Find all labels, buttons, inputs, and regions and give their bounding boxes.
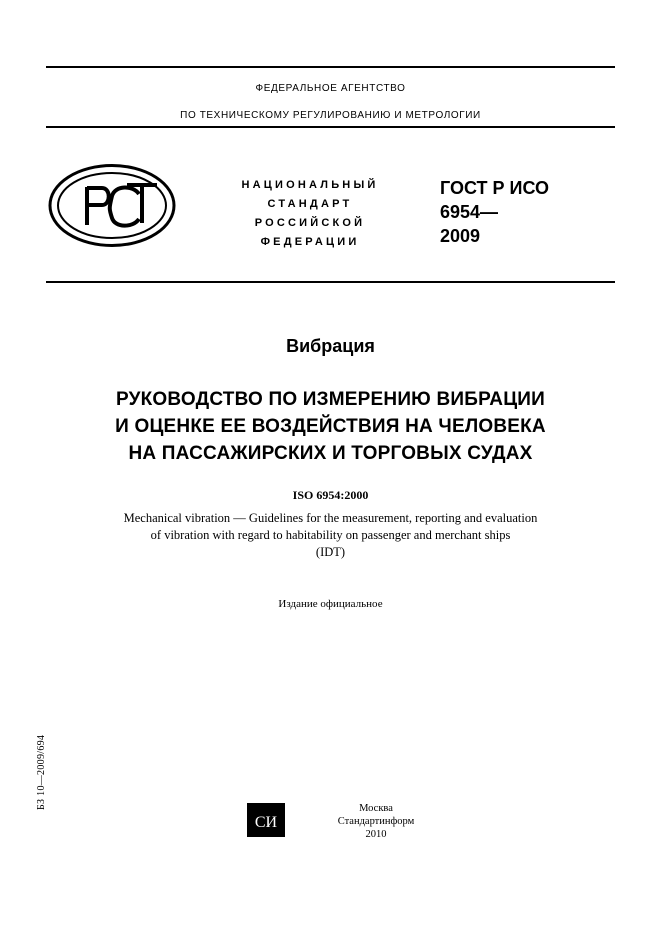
header-rule-middle xyxy=(46,126,615,128)
standard-designation-line-1: ГОСТ Р ИСО xyxy=(440,178,550,198)
standard-designation xyxy=(440,176,620,248)
standard-designation-line-3: 2009 xyxy=(440,226,481,246)
document-subject: Вибрация xyxy=(286,336,375,356)
agency-line-1: ФЕДЕРАЛЬНОЕ АГЕНТСТВО xyxy=(255,83,406,94)
page-title-line-1: РУКОВОДСТВО ПО ИЗМЕРЕНИЮ ВИБРАЦИИ xyxy=(115,389,545,410)
page-title-line-3: НА ПАССАЖИРСКИХ И ТОРГОВЫХ СУДАХ xyxy=(128,443,533,464)
svg-text:СИ: СИ xyxy=(254,814,278,831)
iso-reference: ISO 6954:2000 xyxy=(292,488,369,502)
iso-description xyxy=(45,510,616,544)
agency-line-2: ПО ТЕХНИЧЕСКОМУ РЕГУЛИРОВАНИЮ И МЕТРОЛОГИИ xyxy=(180,110,481,121)
national-standard-line-4: ФЕДЕРАЦИИ xyxy=(260,236,360,248)
national-standard-line-3: РОССИЙСКОЙ xyxy=(254,217,366,229)
page-title-line-2: И ОЦЕНКЕ ЕЕ ВОЗДЕЙСТВИЯ НА ЧЕЛОВЕКА xyxy=(115,416,546,437)
official-edition-note: Издание официальное xyxy=(278,598,383,610)
standartinform-logo-icon xyxy=(246,802,286,838)
page-title xyxy=(55,386,606,467)
iso-equivalence-degree: (IDT) xyxy=(315,545,346,559)
gost-rst-logo-icon xyxy=(47,163,177,248)
publisher-year: 2010 xyxy=(365,829,387,840)
standard-designation-line-2: 6954— xyxy=(440,202,499,222)
publisher-city: Москва xyxy=(359,803,393,814)
national-standard-line-1: НАЦИОНАЛЬНЫЙ xyxy=(241,179,379,191)
header-rule-top xyxy=(46,66,615,68)
header-rule-bottom xyxy=(46,281,615,283)
iso-description-line-2: of vibration with regard to habitability on passenger and merchant ships xyxy=(150,528,511,542)
iso-description-line-1: Mechanical vibration — Guidelines for the measurement, reporting and evaluation xyxy=(123,511,538,525)
side-margin-code: БЗ 10—2009/694 xyxy=(36,734,47,810)
national-standard-line-2: СТАНДАРТ xyxy=(267,198,353,210)
publisher-name: Стандартинформ xyxy=(337,816,415,827)
national-standard-block xyxy=(185,176,435,252)
publisher-block xyxy=(296,802,456,841)
